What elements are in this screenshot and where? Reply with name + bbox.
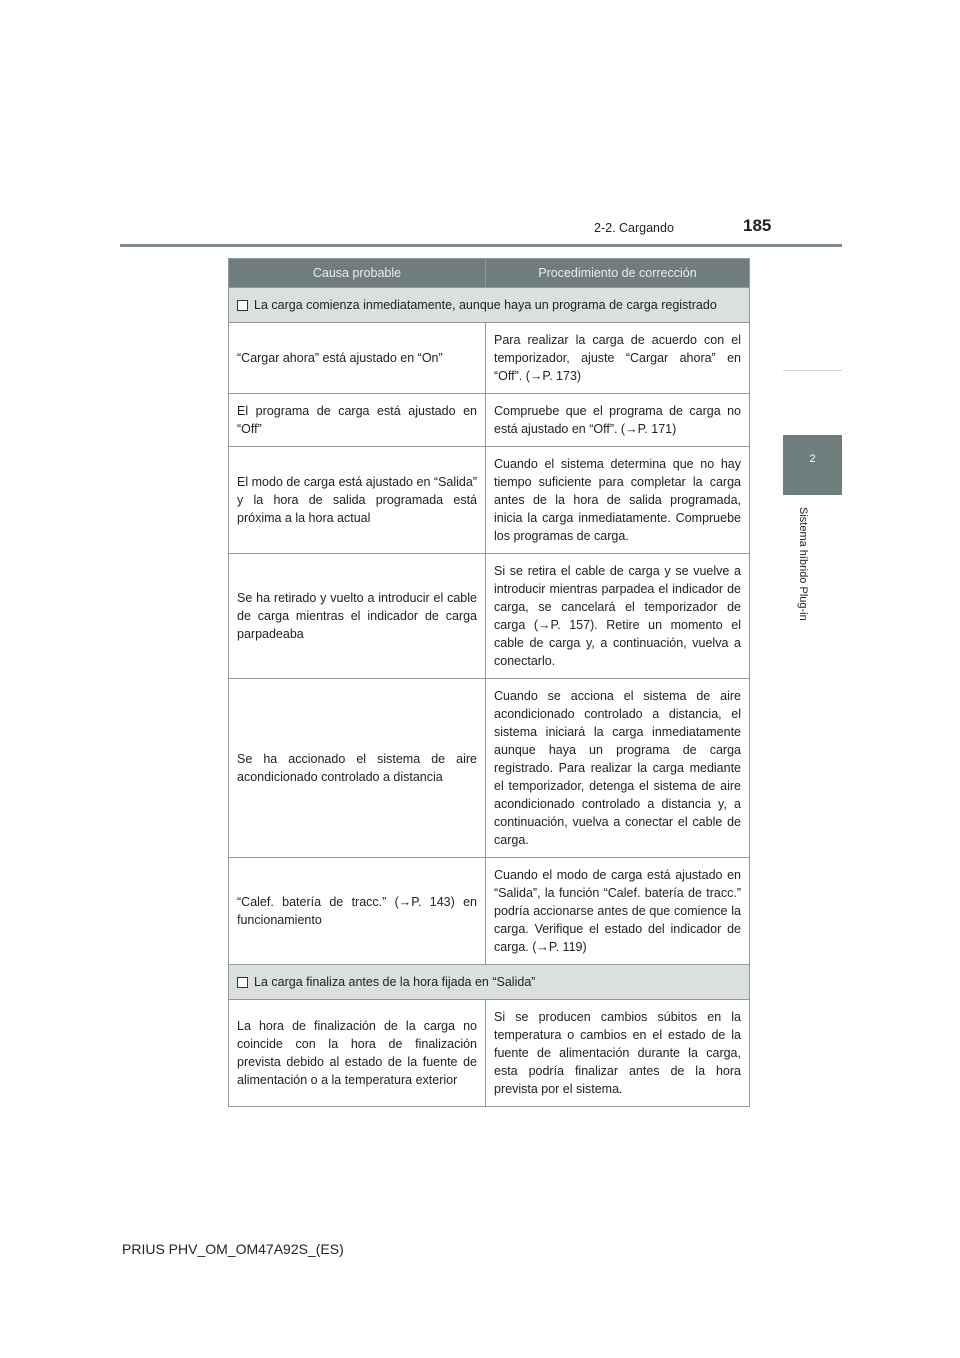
table-header-row	[229, 259, 750, 288]
fix-cell: Compruebe que el programa de carga no está ajustado en “Off”. (→P. 171)	[486, 394, 750, 447]
table-row	[229, 323, 750, 394]
fix-cell: Si se producen cambios súbitos en la temperatura o cambios en el estado de la fuente de alimentación durante la carga, esta podría finalizar antes de la hora prevista por el sistema.	[486, 1000, 750, 1107]
cause-cell: Se ha retirado y vuelto a introducir el cable de carga mientras el indicador de carga parpadeaba	[229, 554, 486, 679]
header-rule	[120, 244, 842, 247]
section-title: La carga comienza inmediatamente, aunque haya un programa de carga registrado	[254, 298, 717, 312]
section-row	[229, 965, 750, 1000]
section-heading: 2-2. Cargando	[594, 221, 674, 235]
chapter-title-text: Sistema híbrido Plug-in	[797, 507, 809, 621]
table-row	[229, 858, 750, 965]
column-header-fix: Procedimiento de corrección	[486, 259, 750, 288]
chapter-number: 2	[809, 453, 816, 465]
cause-cell: “Calef. batería de tracc.” (→P. 143) en funcionamiento	[229, 858, 486, 965]
section-heading-cell	[229, 288, 750, 323]
cause-cell: La hora de finalización de la carga no coincide con la hora de finalización prevista debido al estado de la fuente de alimentación o a la temperatura exterior	[229, 1000, 486, 1107]
section-title: La carga finaliza antes de la hora fijada en “Salida”	[254, 975, 536, 989]
table-row	[229, 394, 750, 447]
chapter-tab	[783, 435, 842, 495]
side-divider	[783, 370, 842, 371]
cause-cell: “Cargar ahora” está ajustado en “On”	[229, 323, 486, 394]
table-row	[229, 679, 750, 858]
cause-cell: El modo de carga está ajustado en “Salida” y la hora de salida programada está próxima a la hora actual	[229, 447, 486, 554]
page-number: 185	[743, 216, 772, 235]
fix-cell: Cuando el modo de carga está ajustado en “Salida”, la función “Calef. batería de tracc.” podría accionarse antes de que comience la carga. Verifique el estado del indicador de carga. (→P. 119)	[486, 858, 750, 965]
checkbox-icon	[237, 300, 248, 311]
table-row	[229, 554, 750, 679]
section-heading-cell	[229, 965, 750, 1000]
chapter-title	[797, 507, 815, 667]
table-row	[229, 447, 750, 554]
fix-cell: Cuando se acciona el sistema de aire acondicionado controlado a distancia, el sistema iniciará la carga inmediatamente aunque haya un programa de carga registrado. Para realizar la carga mediante el temporizador, detenga el sistema de aire acondicionado controlado a distancia y, a continuación, vuelva a conectar el cable de carga.	[486, 679, 750, 858]
cause-cell: El programa de carga está ajustado en “Off”	[229, 394, 486, 447]
troubleshooting-table	[228, 258, 750, 1107]
fix-cell: Si se retira el cable de carga y se vuelve a introducir mientras parpadea el indicador de carga, se cancelará el temporizador de carga (→P. 157). Retire un momento el cable de carga y, a continuación, vuelva a conectarlo.	[486, 554, 750, 679]
fix-cell: Para realizar la carga de acuerdo con el temporizador, ajuste “Cargar ahora” en “Off”. (→P. 173)	[486, 323, 750, 394]
checkbox-icon	[237, 977, 248, 988]
document-code: PRIUS PHV_OM_OM47A92S_(ES)	[122, 1241, 344, 1257]
section-row	[229, 288, 750, 323]
fix-cell: Cuando el sistema determina que no hay tiempo suficiente para completar la carga antes de la hora de salida programada, inicia la carga inmediatamente. Compruebe los programas de carga.	[486, 447, 750, 554]
table-row	[229, 1000, 750, 1107]
cause-cell: Se ha accionado el sistema de aire acondicionado controlado a distancia	[229, 679, 486, 858]
column-header-cause: Causa probable	[229, 259, 486, 288]
